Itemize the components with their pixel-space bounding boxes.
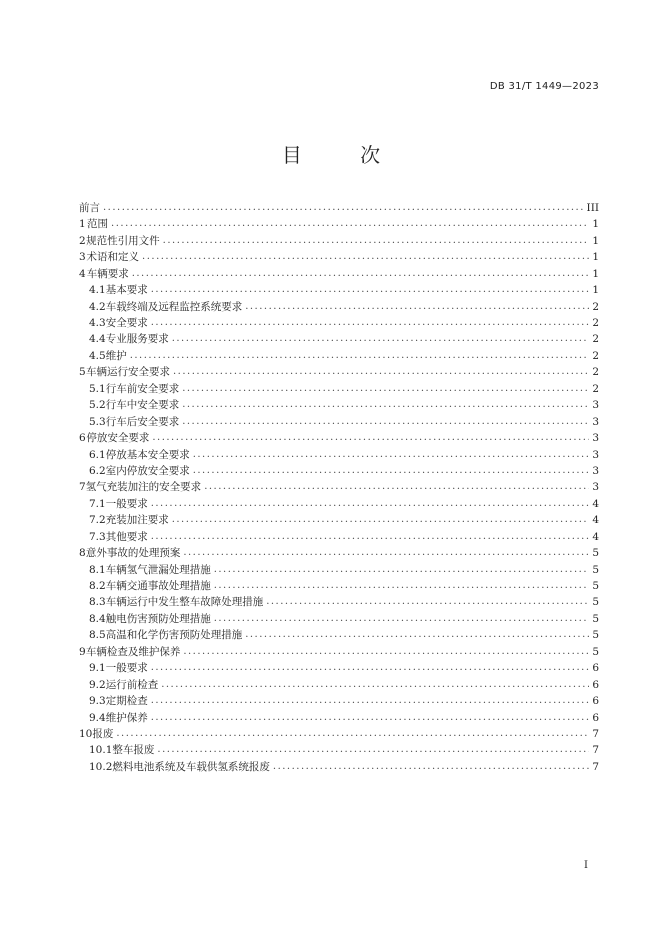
toc-entry-label: 行车前安全要求 <box>105 382 180 395</box>
toc-entry-page: 5 <box>592 629 599 642</box>
toc-entry-number: 6.2 <box>89 464 106 477</box>
toc-entry[interactable] <box>79 299 599 315</box>
toc-entry-label: 规范性引用文件 <box>86 234 160 247</box>
toc-entry-page: 3 <box>592 432 599 445</box>
toc-entry-page: 4 <box>592 497 599 510</box>
toc-entry-page: 1 <box>592 284 599 297</box>
toc-dot-leader <box>151 282 590 298</box>
toc-dot-leader <box>103 200 584 216</box>
toc-entry[interactable] <box>79 282 599 298</box>
toc-dot-leader <box>183 644 589 660</box>
toc-entry-label: 定期检查 <box>105 695 148 708</box>
toc-entry-page: 6 <box>592 678 599 691</box>
toc-entry[interactable] <box>79 627 599 643</box>
toc-entry-label: 报废 <box>92 727 114 740</box>
toc-dot-leader <box>214 578 590 594</box>
toc-dot-leader <box>151 660 590 676</box>
toc-entry-label: 室内停放安全要求 <box>105 464 190 477</box>
toc-entry[interactable] <box>79 397 599 413</box>
toc-entry-number: 6 <box>79 432 86 445</box>
toc-dot-leader <box>151 529 590 545</box>
toc-entry[interactable] <box>79 447 599 463</box>
toc-entry-page: 4 <box>592 530 599 543</box>
toc-entry[interactable] <box>79 595 599 611</box>
toc-entry-number: 5.2 <box>89 399 106 412</box>
toc-entry-number: 10.2 <box>89 760 113 773</box>
toc-entry-number: 10.1 <box>89 744 113 757</box>
toc-entry[interactable] <box>79 479 599 495</box>
toc-dot-leader <box>183 545 589 561</box>
toc-entry[interactable] <box>79 545 599 561</box>
toc-entry-page: 7 <box>592 744 599 757</box>
toc-entry-label: 整车报废 <box>112 744 155 757</box>
toc-entry[interactable] <box>79 562 599 578</box>
toc-dot-leader <box>182 397 589 413</box>
toc-entry-page: 6 <box>592 711 599 724</box>
toc-dot-leader <box>245 299 589 315</box>
toc-entry[interactable] <box>79 512 599 528</box>
toc-entry-number: 8.5 <box>89 629 106 642</box>
toc-entry-label: 一般要求 <box>105 662 148 675</box>
toc-entry-page: 1 <box>592 218 599 231</box>
toc-entry-number: 4.5 <box>89 349 106 362</box>
toc-entry[interactable] <box>79 742 599 758</box>
toc-dot-leader <box>193 447 590 463</box>
toc-dot-leader <box>204 479 589 495</box>
toc-dot-leader <box>172 331 590 347</box>
toc-entry-label: 专业服务要求 <box>105 333 169 346</box>
toc-entry-page: 3 <box>592 399 599 412</box>
toc-entry-number: 6.1 <box>89 448 106 461</box>
toc-entry[interactable] <box>79 660 599 676</box>
toc-entry-number: 8.1 <box>89 563 106 576</box>
toc-entry[interactable] <box>79 644 599 660</box>
toc-entry[interactable] <box>79 381 599 397</box>
toc-entry-page: 5 <box>592 596 599 609</box>
toc-entry-page: 5 <box>592 612 599 625</box>
toc-entry-page: 2 <box>592 300 599 313</box>
toc-dot-leader <box>151 496 590 512</box>
toc-dot-leader <box>173 364 589 380</box>
toc-dot-leader <box>182 381 589 397</box>
toc-dot-leader <box>116 726 589 742</box>
toc-dot-leader <box>111 216 589 232</box>
toc-entry-number: 8.3 <box>89 596 106 609</box>
toc-dot-leader <box>172 512 590 528</box>
toc-entry-label: 燃料电池系统及车载供氢系统报废 <box>112 760 270 773</box>
toc-entry-page: 7 <box>592 760 599 773</box>
toc-entry-label: 维护 <box>105 349 127 362</box>
toc-dot-leader <box>151 710 590 726</box>
toc-dot-leader <box>151 693 590 709</box>
toc-dot-leader <box>182 414 589 430</box>
toc-entry-number: 7.1 <box>89 497 106 510</box>
footer-page-number: I <box>584 860 588 871</box>
toc-dot-leader <box>151 315 590 331</box>
toc-entry[interactable] <box>79 710 599 726</box>
toc-entry-number: 4.4 <box>89 333 106 346</box>
toc-entry-page: 3 <box>592 448 599 461</box>
toc-entry-number: 3 <box>79 251 86 264</box>
toc-entry-label: 安全要求 <box>105 317 148 330</box>
toc-entry[interactable] <box>79 315 599 331</box>
toc-entry-label: 触电伤害预防处理措施 <box>105 612 211 625</box>
toc-entry-page: 2 <box>592 366 599 379</box>
toc-entry[interactable] <box>79 332 599 348</box>
toc-entry[interactable] <box>79 759 599 775</box>
toc-entry-label: 前言 <box>79 201 100 214</box>
toc-entry-label: 车辆运行安全要求 <box>86 366 170 379</box>
toc-entry-page: 5 <box>592 580 599 593</box>
toc-entry-page: 2 <box>592 349 599 362</box>
toc-entry[interactable] <box>79 578 599 594</box>
toc-entry[interactable] <box>79 611 599 627</box>
toc-entry-page: 3 <box>592 464 599 477</box>
toc-entry-page: 6 <box>592 662 599 675</box>
toc-dot-leader <box>142 249 589 265</box>
toc-entry[interactable] <box>79 726 599 742</box>
toc-entry-number: 4.2 <box>89 300 106 313</box>
toc-entry-label: 一般要求 <box>105 497 148 510</box>
toc-entry-page: 1 <box>592 234 599 247</box>
toc-dot-leader <box>161 677 589 693</box>
toc-entry-number: 2 <box>79 234 86 247</box>
toc-entry-page: III <box>586 201 599 214</box>
toc-entry-number: 5 <box>79 366 86 379</box>
toc-entry-label: 车载终端及远程监控系统要求 <box>105 300 243 313</box>
toc-entry-page: 2 <box>592 382 599 395</box>
toc-entry-label: 其他要求 <box>105 530 148 543</box>
toc-dot-leader <box>163 233 590 249</box>
toc-entry-page: 3 <box>592 415 599 428</box>
page-title: 目 次 <box>281 143 407 167</box>
toc-entry[interactable] <box>79 266 599 282</box>
toc-entry-number: 7.3 <box>89 530 106 543</box>
toc-entry-number: 9 <box>79 645 86 658</box>
toc-entry[interactable] <box>79 693 599 709</box>
toc-entry[interactable] <box>79 677 599 693</box>
toc-entry[interactable] <box>79 233 599 249</box>
toc-dot-leader <box>214 611 590 627</box>
toc-entry-label: 高温和化学伤害预防处理措施 <box>105 629 243 642</box>
toc-entry-number: 9.3 <box>89 695 106 708</box>
document-code: DB 31/T 1449—2023 <box>489 81 599 92</box>
toc-entry-number: 9.2 <box>89 678 106 691</box>
toc-entry-label: 充装加注要求 <box>105 514 169 527</box>
toc-dot-leader <box>193 463 590 479</box>
toc-entry-label: 维护保养 <box>105 711 148 724</box>
toc-entry-number: 1 <box>79 218 86 231</box>
toc-entry-page: 5 <box>592 645 599 658</box>
toc-entry-number: 7 <box>79 481 86 494</box>
toc-entry-label: 车辆运行中发生整车故障处理措施 <box>105 596 264 609</box>
toc-entry-label: 停放基本安全要求 <box>105 448 190 461</box>
toc-entry-number: 4.1 <box>89 284 106 297</box>
toc-entry-page: 6 <box>592 695 599 708</box>
toc-entry[interactable] <box>79 364 599 380</box>
toc-dot-leader <box>130 348 590 364</box>
toc-dot-leader <box>132 266 590 282</box>
toc-entry-label: 停放安全要求 <box>86 432 150 445</box>
toc-entry-number: 8.4 <box>89 612 106 625</box>
toc-entry-number: 10 <box>79 727 93 740</box>
toc-entry-label: 术语和定义 <box>86 251 140 264</box>
toc-dot-leader <box>157 742 589 758</box>
toc-entry-page: 1 <box>592 267 599 280</box>
toc-entry[interactable] <box>79 348 599 364</box>
toc-entry[interactable] <box>79 463 599 479</box>
toc-dot-leader <box>266 594 589 610</box>
toc-entry[interactable] <box>79 200 599 216</box>
toc-entry-page: 2 <box>592 317 599 330</box>
toc-entry-number: 8.2 <box>89 580 106 593</box>
toc-entry-label: 车辆要求 <box>86 267 129 280</box>
toc-entry-page: 5 <box>592 563 599 576</box>
toc-entry-label: 意外事故的处理预案 <box>85 547 181 560</box>
toc-entry-number: 4.3 <box>89 317 106 330</box>
toc-entry-number: 4 <box>79 267 86 280</box>
toc-entry-page: 5 <box>592 547 599 560</box>
toc-entry-page: 3 <box>592 481 599 494</box>
toc-entry-number: 9.1 <box>89 662 106 675</box>
toc-entry-number: 8 <box>79 547 86 560</box>
toc-dot-leader <box>273 759 589 775</box>
toc-entry-label: 车辆氢气泄漏处理措施 <box>105 563 211 576</box>
toc-entry[interactable] <box>79 414 599 430</box>
toc-entry-label: 行车中安全要求 <box>105 399 180 412</box>
toc-entry-label: 氢气充装加注的安全要求 <box>85 481 202 494</box>
toc-dot-leader <box>152 430 589 446</box>
toc-entry-label: 基本要求 <box>105 284 148 297</box>
toc-entry-label: 行车后安全要求 <box>105 415 180 428</box>
toc-dot-leader <box>245 627 589 643</box>
toc-entry-number: 7.2 <box>89 514 106 527</box>
toc-entry-number: 5.3 <box>89 415 106 428</box>
toc-entry[interactable] <box>79 249 599 265</box>
toc-entry[interactable] <box>79 496 599 512</box>
toc-entry-number: 9.4 <box>89 711 106 724</box>
table-of-contents <box>79 200 599 775</box>
toc-entry-label: 范围 <box>87 218 109 231</box>
toc-entry-page: 1 <box>592 251 599 264</box>
toc-entry-number: 5.1 <box>89 382 106 395</box>
toc-entry-label: 车辆交通事故处理措施 <box>105 580 211 593</box>
toc-entry[interactable] <box>79 216 599 232</box>
toc-dot-leader <box>214 562 590 578</box>
toc-entry[interactable] <box>79 430 599 446</box>
toc-entry-label: 运行前检查 <box>105 678 159 691</box>
toc-entry-page: 7 <box>592 727 599 740</box>
toc-entry-page: 4 <box>592 514 599 527</box>
toc-entry[interactable] <box>79 529 599 545</box>
toc-entry-page: 2 <box>592 333 599 346</box>
toc-entry-label: 车辆检查及维护保养 <box>85 645 181 658</box>
